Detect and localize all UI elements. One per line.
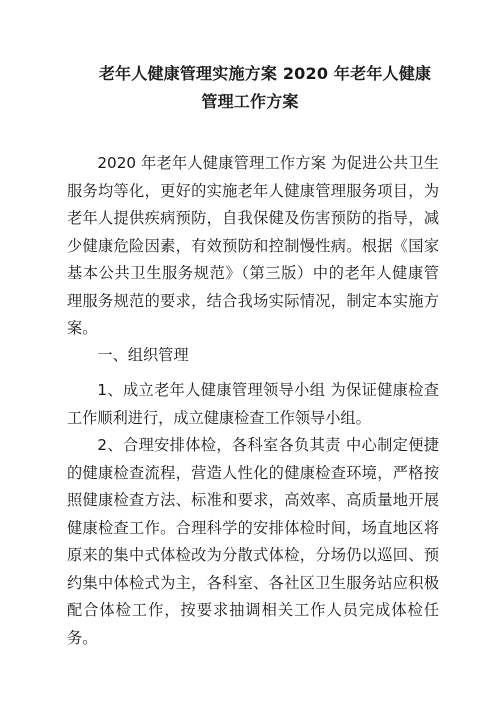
- section-heading-organization: 一、组织管理: [97, 346, 189, 364]
- item-1-paragraph: 1、成立老年人健康管理领导小组 为保证健康检查工作顺利进行，成立健康检查工作领导小组。: [67, 381, 439, 427]
- item-2-paragraph: 2、合理安排体检，各科室各负其责 中心制定便捷的健康检查流程，营造人性化的健康检查环境，严格按照健康检查方法、标准和要求，高效率、高质量地开展健康检查工作。合理科学的安排体检时间，场直地区将原来的集中式体检改为分散式体检，分场仍以巡回、预约集中体检式为主，各科室、各社区卫生服务站应积极配合体检工作，按要求抽调相关工作人员完成体检任务。: [67, 436, 439, 647]
- intro-paragraph: 2020 年老年人健康管理工作方案 为促进公共卫生服务均等化，更好的实施老年人健康管理服务项目，为老年人提供疾病预防，自我保健及伤害预防的指导，减少健康危险因素，有效预防和控制慢性病。根据《国家基本公共卫生服务规范》（第三版）中的老年人健康管理服务规范的要求，结合我场实际情况，制定本实施方案。: [67, 154, 439, 337]
- document-title-line-2: 管理工作方案: [201, 92, 299, 111]
- document-title-line-1: 老年人健康管理实施方案 2020 年老年人健康: [98, 64, 432, 83]
